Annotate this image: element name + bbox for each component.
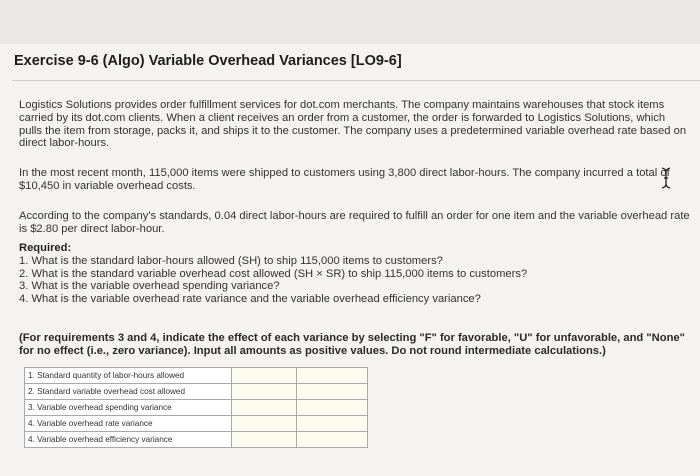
table-row	[25, 368, 368, 384]
required-list	[19, 255, 527, 305]
amount-input[interactable]	[232, 368, 296, 383]
instructions: (For requirements 3 and 4, indicate the effect of each variance by selecting "F" for favorable, "U" for unfavorable, and "None" for no effect (i.e., zero variance). Input all amounts as positive values. Do not round intermediate calculations.)	[19, 332, 685, 357]
amount-input-cell[interactable]	[232, 368, 297, 384]
header-band	[0, 0, 700, 44]
effect-select-cell[interactable]	[297, 416, 368, 432]
text-cursor-icon	[660, 167, 672, 189]
row-label: 4. Variable overhead rate variance	[25, 416, 232, 432]
amount-input[interactable]	[232, 416, 296, 431]
required-item: 3. What is the variable overhead spending variance?	[19, 280, 280, 293]
required-heading: Required:	[19, 242, 72, 254]
effect-cell[interactable]	[297, 384, 368, 400]
table-row	[25, 400, 368, 416]
row-label: 2. Standard variable overhead cost allowed	[25, 384, 232, 400]
amount-input[interactable]	[232, 432, 296, 447]
row-label: 1. Standard quantity of labor-hours allowed	[25, 368, 232, 384]
exercise-title: Exercise 9-6 (Algo) Variable Overhead Variances [LO9-6]	[14, 53, 402, 69]
title-divider	[12, 80, 700, 81]
required-item: 1. What is the standard labor-hours allowed (SH) to ship 115,000 items to customers?	[19, 255, 443, 267]
amount-input[interactable]	[232, 384, 296, 399]
effect-select-cell[interactable]	[297, 400, 368, 416]
answer-table	[24, 367, 368, 448]
standards-paragraph: According to the company's standards, 0.04 direct labor-hours are required to fulfill an order for one item and the variable overhead rate is $2.80 per direct labor-hour.	[19, 210, 690, 235]
amount-input-cell[interactable]	[232, 432, 297, 448]
required-item: 2. What is the standard variable overhead cost allowed (SH × SR) to ship 115,000 items to customers?	[19, 267, 528, 280]
amount-input-cell[interactable]	[232, 416, 297, 432]
effect-cell[interactable]	[297, 368, 368, 384]
row-label: 4. Variable overhead efficiency variance	[25, 432, 232, 448]
table-row	[25, 384, 368, 400]
amount-input-cell[interactable]	[232, 400, 297, 416]
amount-input-cell[interactable]	[232, 384, 297, 400]
intro-paragraph: Logistics Solutions provides order fulfillment services for dot.com merchants. The company maintains warehouses that stock items carried by its dot.com clients. When a client receives an order from a customer, the order is forwarded to Logistics Solutions, which pulls the item from storage, packs it, and ships it to the customer. The company uses a predetermined variable overhead rate based on direct labor-hours.	[19, 99, 687, 150]
required-item: 4. What is the variable overhead rate variance and the variable overhead efficiency variance?	[19, 292, 481, 305]
table-row	[25, 416, 368, 432]
monthly-data-paragraph: In the most recent month, 115,000 items were shipped to customers using 3,800 direct labor-hours. The company incurred a total of $10,450 in variable overhead costs.	[19, 167, 670, 192]
amount-input[interactable]	[232, 400, 296, 415]
row-label: 3. Variable overhead spending variance	[25, 400, 232, 416]
effect-select-cell[interactable]	[297, 432, 368, 448]
table-row	[25, 432, 368, 448]
